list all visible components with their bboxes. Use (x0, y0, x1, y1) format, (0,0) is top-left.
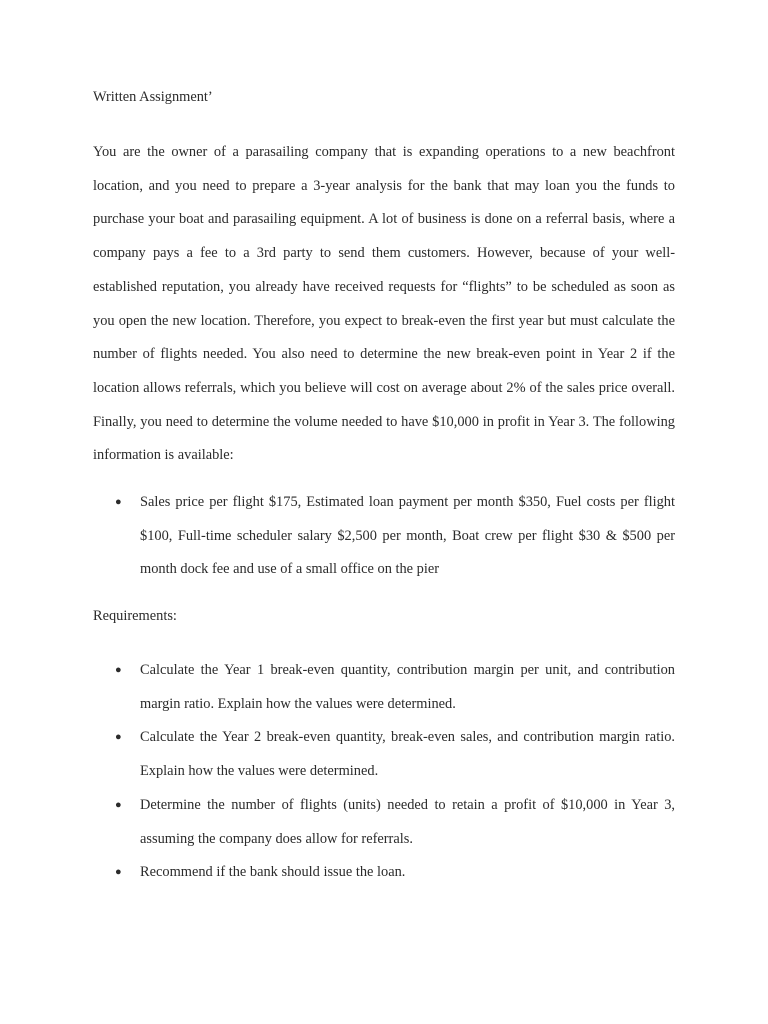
requirements-heading: Requirements: (93, 608, 177, 624)
requirement-item (93, 856, 675, 890)
requirement-item (93, 654, 675, 721)
requirement-text: Calculate the Year 2 break-even quantity, break-even sales, and contribution margin ratio. Explain how the values were determined. (140, 729, 675, 780)
info-bullet-item (93, 486, 675, 587)
info-bullet-text: Sales price per flight $175, Estimated loan payment per month $350, Fuel costs per flight $100, Full-time scheduler salary $2,500 per month, Boat crew per flight $30 & $500 per month dock fee and use of a small office on the pier (140, 494, 675, 578)
bullet-icon: ● (115, 496, 122, 508)
requirement-item (93, 789, 675, 856)
requirement-text: Determine the number of flights (units) needed to retain a profit of $10,000 in Year 3, assuming the company does allow for referrals. (140, 796, 675, 847)
requirement-text: Calculate the Year 1 break-even quantity, contribution margin per unit, and contribution margin ratio. Explain how the values were determined. (140, 662, 675, 712)
requirement-item (93, 721, 675, 788)
intro-paragraph: You are the owner of a parasailing company that is expanding operations to a new beachfront location, and you need to prepare a 3-year analysis for the bank that may loan you the funds to purchase your boat and parasailing equipment. A lot of business is done on a referral basis, where a company pays a fee to a 3rd party to send them customers. However, because of your well-established reputation, you already have received requests for “flights” to be scheduled as soon as you open the new location. Therefore, you expect to break-even the first year but must calculate the number of flights needed. You also need to determine the new break-even point in Year 2 if the location allows referrals, which you believe will cost on average about 2% of the sales price overall. Finally, you need to determine the volume needed to have $10,000 in profit in Year 3. The following information is available: (93, 144, 675, 464)
info-bullet-list (93, 486, 675, 587)
requirement-text: Recommend if the bank should issue the loan. (140, 864, 406, 881)
bullet-icon: ● (115, 798, 122, 811)
bullet-icon: ● (115, 664, 122, 676)
bullet-icon: ● (115, 731, 122, 744)
bullet-icon: ● (115, 866, 122, 879)
document-title: Written Assignment’ (93, 89, 213, 105)
requirements-list (93, 654, 675, 890)
